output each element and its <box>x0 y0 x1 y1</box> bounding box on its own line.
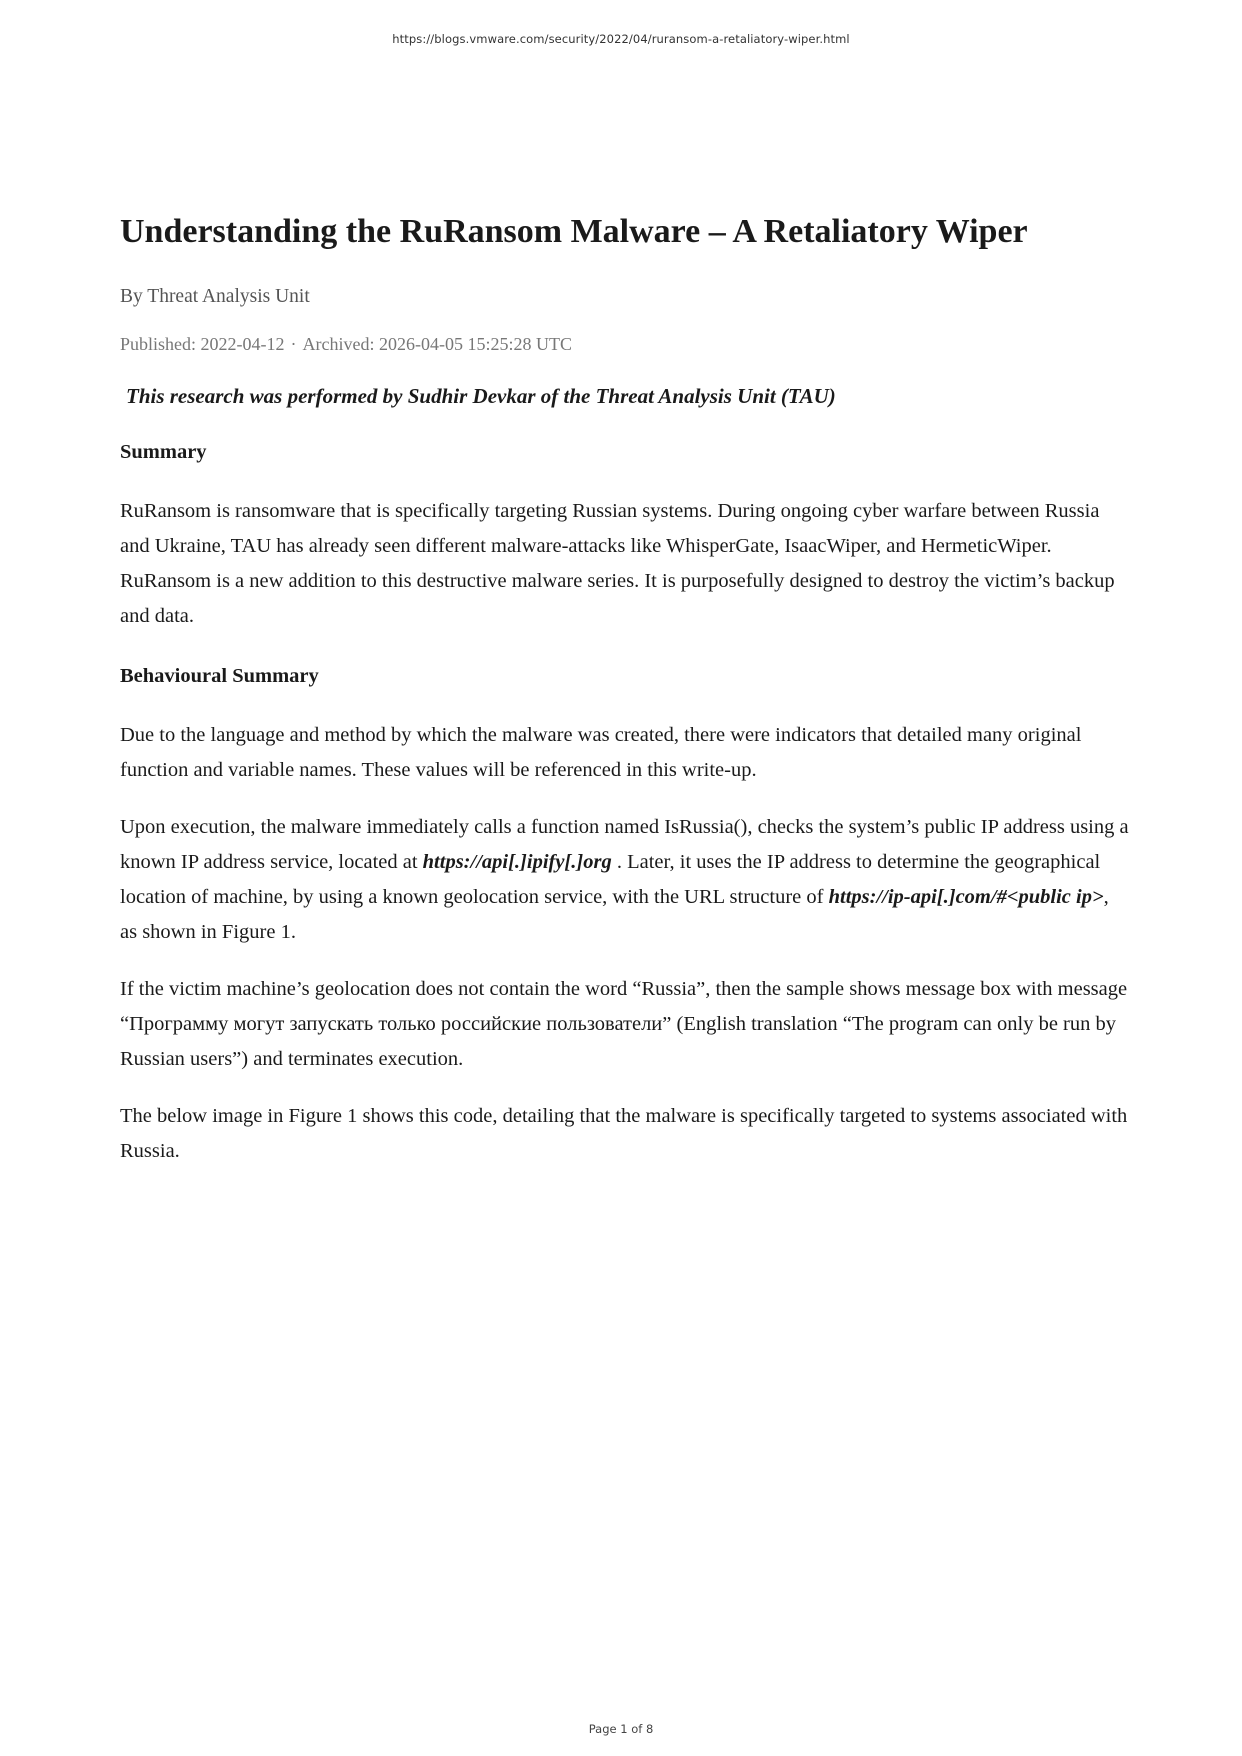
behaviour-paragraph-1: Due to the language and method by which the malware was created, there were indicators that detailed many original function and variable names. These values will be referenced in this write-up. <box>120 724 1082 781</box>
behaviour-p2-text-b: . Later, it uses the IP address to determine the geographical location of machine, by using a known geolocation service, with the URL structure of <box>120 851 1101 908</box>
summary-heading: Summary <box>120 441 207 463</box>
article-dates <box>120 332 1130 356</box>
behaviour-p2-text-c: , as shown in Figure 1. <box>120 886 1109 943</box>
date-separator: · <box>290 334 297 354</box>
page-url-header: https://blogs.vmware.com/security/2022/04/ruransom-a-retaliatory-wiper.html <box>392 32 850 46</box>
behaviour-paragraph-2 <box>120 810 1130 950</box>
summary-paragraph: RuRansom is ransomware that is specifically targeting Russian systems. During ongoing cyber warfare between Russia and Ukraine, TAU has already seen different malware-attacks like WhisperGate, IsaacWiper, and HermeticWiper. RuRansom is a new addition to this destructive malware series. It is purposefully designed to destroy the victim’s backup and data. <box>120 500 1115 627</box>
archived-date: Archived: 2026-04-05 15:25:28 UTC <box>302 334 572 354</box>
article-byline: By Threat Analysis Unit <box>120 286 310 307</box>
behaviour-paragraph-4: The below image in Figure 1 shows this code, detailing that the malware is specifically targeted to systems associated with Russia. <box>120 1105 1128 1162</box>
behaviour-paragraph-3: If the victim machine’s geolocation does not contain the word “Russia”, then the sample shows message box with message “Программу могут запускать только российские пользователи” (English translation “The program can only be run by Russian users”) and terminates execution. <box>120 978 1128 1070</box>
article-title: Understanding the RuRansom Malware – A Retaliatory Wiper <box>120 213 1028 250</box>
research-credit: This research was performed by Sudhir Devkar of the Threat Analysis Unit (TAU) <box>126 384 836 408</box>
article <box>120 210 1130 1169</box>
ip-api-url: https://ip-api[.]com/#<public ip> <box>828 886 1104 908</box>
behavioural-summary-heading: Behavioural Summary <box>120 665 319 687</box>
behaviour-p2-text-a: Upon execution, the malware immediately calls a function named IsRussia(), checks the system’s public IP address using a known IP address service, located at <box>120 816 1129 873</box>
published-date: Published: 2022-04-12 <box>120 334 285 354</box>
ipify-url: https://api[.]ipify[.]org <box>422 851 612 873</box>
page-number-footer: Page 1 of 8 <box>588 1722 654 1736</box>
